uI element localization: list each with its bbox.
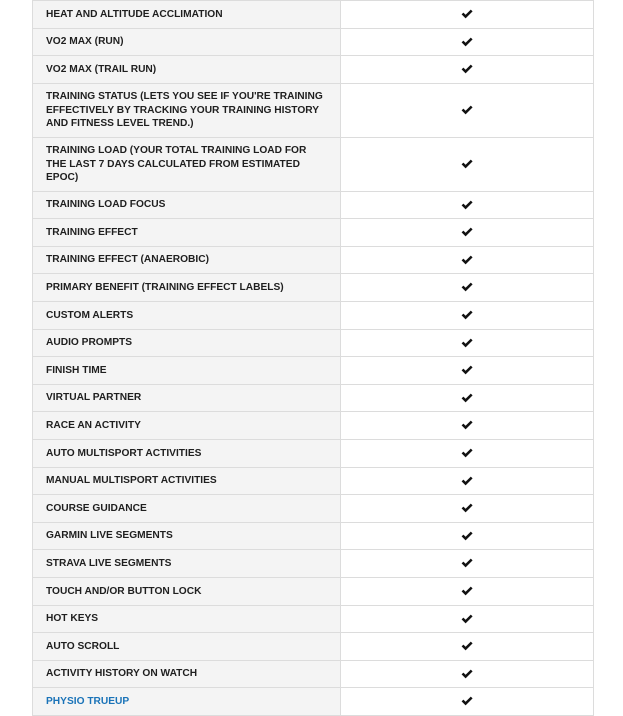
feature-label: FINISH TIME <box>33 357 341 385</box>
table-row <box>33 56 594 84</box>
check-icon <box>461 503 473 513</box>
feature-label: TRAINING EFFECT (ANAEROBIC) <box>33 246 341 274</box>
feature-label: TOUCH AND/OR BUTTON LOCK <box>33 577 341 605</box>
feature-value-cell <box>341 56 594 84</box>
table-row <box>33 412 594 440</box>
check-icon <box>461 200 473 210</box>
feature-link[interactable]: PHYSIO TRUEUP <box>33 688 341 716</box>
check-icon <box>461 64 473 74</box>
feature-label: STRAVA LIVE SEGMENTS <box>33 550 341 578</box>
feature-label: GARMIN LIVE SEGMENTS <box>33 522 341 550</box>
feature-comparison-table <box>32 0 594 716</box>
table-row <box>33 219 594 247</box>
feature-value-cell <box>341 550 594 578</box>
feature-value-cell <box>341 522 594 550</box>
check-icon <box>461 669 473 679</box>
table-row <box>33 357 594 385</box>
table-row <box>33 301 594 329</box>
table-row <box>33 191 594 219</box>
feature-value-cell <box>341 412 594 440</box>
feature-value-cell <box>341 191 594 219</box>
table-row <box>33 688 594 716</box>
table-row <box>33 439 594 467</box>
table-row <box>33 28 594 56</box>
check-icon <box>461 255 473 265</box>
feature-value-cell <box>341 439 594 467</box>
feature-value-cell <box>341 577 594 605</box>
check-icon <box>461 558 473 568</box>
feature-label: TRAINING EFFECT <box>33 219 341 247</box>
feature-value-cell <box>341 138 594 191</box>
feature-label: VO2 MAX (TRAIL RUN) <box>33 56 341 84</box>
table-row <box>33 522 594 550</box>
check-icon <box>461 338 473 348</box>
check-icon <box>461 614 473 624</box>
feature-value-cell <box>341 83 594 138</box>
check-icon <box>461 393 473 403</box>
feature-label: AUDIO PROMPTS <box>33 329 341 357</box>
check-icon <box>461 37 473 47</box>
feature-label: VO2 MAX (RUN) <box>33 28 341 56</box>
check-icon <box>461 476 473 486</box>
feature-label: MANUAL MULTISPORT ACTIVITIES <box>33 467 341 495</box>
feature-label: TRAINING LOAD FOCUS <box>33 191 341 219</box>
feature-value-cell <box>341 688 594 716</box>
check-icon <box>461 227 473 237</box>
feature-value-cell <box>341 495 594 523</box>
feature-label: COURSE GUIDANCE <box>33 495 341 523</box>
table-row <box>33 467 594 495</box>
feature-value-cell <box>341 301 594 329</box>
table-row <box>33 384 594 412</box>
feature-label: HEAT AND ALTITUDE ACCLIMATION <box>33 1 341 29</box>
feature-label: PRIMARY BENEFIT (TRAINING EFFECT LABELS) <box>33 274 341 302</box>
check-icon <box>461 282 473 292</box>
table-row <box>33 246 594 274</box>
feature-value-cell <box>341 633 594 661</box>
check-icon <box>461 586 473 596</box>
feature-value-cell <box>341 605 594 633</box>
feature-value-cell <box>341 660 594 688</box>
feature-value-cell <box>341 1 594 29</box>
table-row <box>33 577 594 605</box>
check-icon <box>461 9 473 19</box>
feature-label: TRAINING LOAD (YOUR TOTAL TRAINING LOAD FOR THE LAST 7 DAYS CALCULATED FROM ESTIMATED EPOC) <box>33 138 341 191</box>
check-icon <box>461 310 473 320</box>
feature-label: RACE AN ACTIVITY <box>33 412 341 440</box>
table-row <box>33 660 594 688</box>
feature-value-cell <box>341 384 594 412</box>
feature-value-cell <box>341 467 594 495</box>
check-icon <box>461 105 473 115</box>
feature-label: AUTO MULTISPORT ACTIVITIES <box>33 439 341 467</box>
table-row <box>33 633 594 661</box>
feature-label: VIRTUAL PARTNER <box>33 384 341 412</box>
feature-value-cell <box>341 219 594 247</box>
check-icon <box>461 365 473 375</box>
feature-label: CUSTOM ALERTS <box>33 301 341 329</box>
table-row <box>33 550 594 578</box>
check-icon <box>461 420 473 430</box>
feature-value-cell <box>341 357 594 385</box>
check-icon <box>461 696 473 706</box>
check-icon <box>461 641 473 651</box>
table-row <box>33 83 594 138</box>
check-icon <box>461 159 473 169</box>
table-body <box>33 1 594 716</box>
table-row <box>33 1 594 29</box>
table-row <box>33 274 594 302</box>
check-icon <box>461 531 473 541</box>
table-row <box>33 605 594 633</box>
feature-value-cell <box>341 28 594 56</box>
table-row <box>33 495 594 523</box>
feature-label: HOT KEYS <box>33 605 341 633</box>
feature-value-cell <box>341 246 594 274</box>
feature-value-cell <box>341 329 594 357</box>
table-row <box>33 329 594 357</box>
feature-value-cell <box>341 274 594 302</box>
table-row <box>33 138 594 191</box>
feature-label: TRAINING STATUS (LETS YOU SEE IF YOU'RE TRAINING EFFECTIVELY BY TRACKING YOUR TRAINING HISTORY AND FITNESS LEVEL TREND.) <box>33 83 341 138</box>
feature-label: AUTO SCROLL <box>33 633 341 661</box>
check-icon <box>461 448 473 458</box>
feature-label: ACTIVITY HISTORY ON WATCH <box>33 660 341 688</box>
